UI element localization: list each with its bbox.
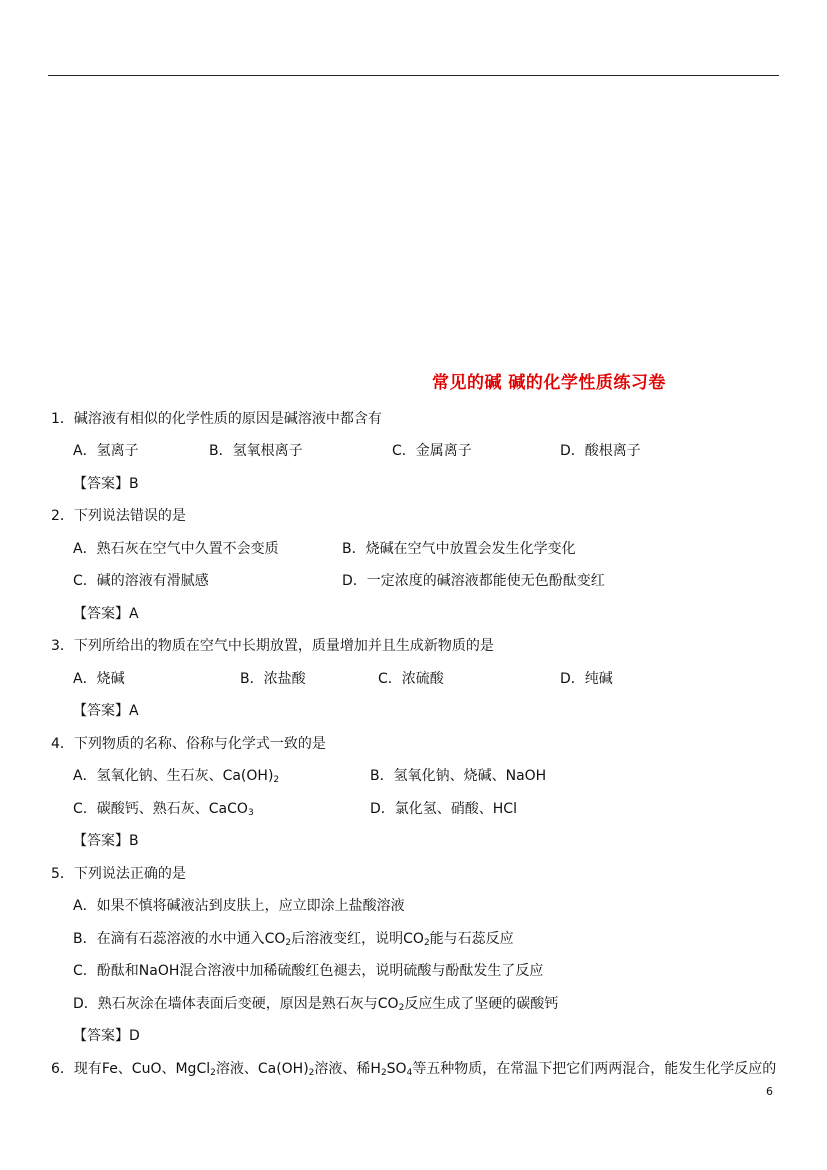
q6-part4: SO xyxy=(386,1061,407,1077)
document-title: 常见的碱 碱的化学性质练习卷 xyxy=(432,373,666,393)
q5-option-b-part2: 后溶液变红，说明CO xyxy=(291,931,424,947)
q5-option-d-part1: D．熟石灰涂在墙体表面后变硬，原因是熟石灰与CO xyxy=(73,996,399,1012)
question-3-stem: 3．下列所给出的物质在空气中长期放置，质量增加并且生成新物质的是 xyxy=(51,638,494,654)
answer-value: B xyxy=(129,833,139,849)
q5-option-a: A．如果不慎将碱液沾到皮肤上，应立即涂上盐酸溶液 xyxy=(73,898,405,914)
q1-option-b: B．氢氧根离子 xyxy=(209,443,303,459)
header-rule xyxy=(48,75,779,76)
q4-answer xyxy=(73,831,139,851)
q5-answer xyxy=(73,1026,140,1046)
q4-option-a-subscript: 2 xyxy=(273,775,280,785)
q3-answer xyxy=(73,701,139,721)
q6-part3: 溶液、稀H xyxy=(314,1061,381,1077)
q4-option-a-text: A．氢氧化钠、生石灰、Ca(OH) xyxy=(73,768,274,784)
question-2-stem: 2．下列说法错误的是 xyxy=(51,508,186,524)
answer-value: D xyxy=(129,1028,140,1044)
q5-option-d-sub: 2 xyxy=(398,1003,405,1013)
answer-value: A xyxy=(129,703,139,719)
q6-part2: 溶液、Ca(OH) xyxy=(215,1061,309,1077)
answer-value: A xyxy=(129,606,139,622)
question-1-stem: 1．碱溶液有相似的化学性质的原因是碱溶液中都含有 xyxy=(51,411,382,427)
q4-option-a xyxy=(73,766,279,786)
q5-option-d xyxy=(73,994,558,1014)
q6-part1: 6．现有Fe、CuO、MgCl xyxy=(51,1061,211,1077)
q1-option-a: A．氢离子 xyxy=(73,443,139,459)
q3-option-c: C．浓硫酸 xyxy=(378,671,444,687)
question-5-stem: 5．下列说法正确的是 xyxy=(51,866,186,882)
q3-option-d: D．纯碱 xyxy=(560,671,613,687)
q6-part5: 等五种物质，在常温下把它们两两混合，能发生化学反应的 xyxy=(412,1061,777,1077)
answer-prefix: 【答案】 xyxy=(73,833,129,849)
q2-option-a: A．熟石灰在空气中久置不会变质 xyxy=(73,541,279,557)
answer-prefix: 【答案】 xyxy=(73,606,129,622)
q5-option-b xyxy=(73,929,514,949)
answer-prefix: 【答案】 xyxy=(73,476,129,492)
answer-prefix: 【答案】 xyxy=(73,1028,129,1044)
q2-option-b: B．烧碱在空气中放置会发生化学变化 xyxy=(342,541,576,557)
q3-option-a: A．烧碱 xyxy=(73,671,125,687)
q5-option-d-part2: 反应生成了坚硬的碳酸钙 xyxy=(404,996,559,1012)
q2-answer xyxy=(73,604,139,624)
q5-option-b-part1: B．在滴有石蕊溶液的水中通入CO xyxy=(73,931,286,947)
q4-option-d: D．氯化氢、硝酸、HCl xyxy=(370,801,517,817)
q4-option-c-text: C．碳酸钙、熟石灰、CaCO xyxy=(73,801,248,817)
question-4-stem: 4．下列物质的名称、俗称与化学式一致的是 xyxy=(51,736,326,752)
q1-answer xyxy=(73,474,139,494)
q2-option-c: C．碱的溶液有滑腻感 xyxy=(73,573,209,589)
answer-prefix: 【答案】 xyxy=(73,703,129,719)
q4-option-c xyxy=(73,799,254,819)
question-6-stem xyxy=(51,1059,776,1079)
q1-option-c: C．金属离子 xyxy=(392,443,472,459)
q4-option-b: B．氢氧化钠、烧碱、NaOH xyxy=(370,768,547,784)
q5-option-b-part3: 能与石蕊反应 xyxy=(429,931,514,947)
q6-sub3: 2 xyxy=(380,1068,387,1078)
q2-option-d: D．一定浓度的碱溶液都能使无色酚酞变红 xyxy=(342,573,605,589)
q5-option-b-sub1: 2 xyxy=(285,938,292,948)
q3-option-b: B．浓盐酸 xyxy=(240,671,306,687)
q1-option-d: D．酸根离子 xyxy=(560,443,641,459)
q5-option-c: C．酚酞和NaOH混合溶液中加稀硫酸红色褪去，说明硫酸与酚酞发生了反应 xyxy=(73,963,544,979)
q6-sub2: 2 xyxy=(308,1068,315,1078)
q6-sub4: 4 xyxy=(406,1068,413,1078)
q6-sub1: 2 xyxy=(210,1068,216,1078)
q4-option-c-subscript: 3 xyxy=(247,808,254,818)
q5-option-b-sub2: 2 xyxy=(423,938,430,948)
page-number: 6 xyxy=(766,1085,773,1098)
answer-value: B xyxy=(129,476,139,492)
